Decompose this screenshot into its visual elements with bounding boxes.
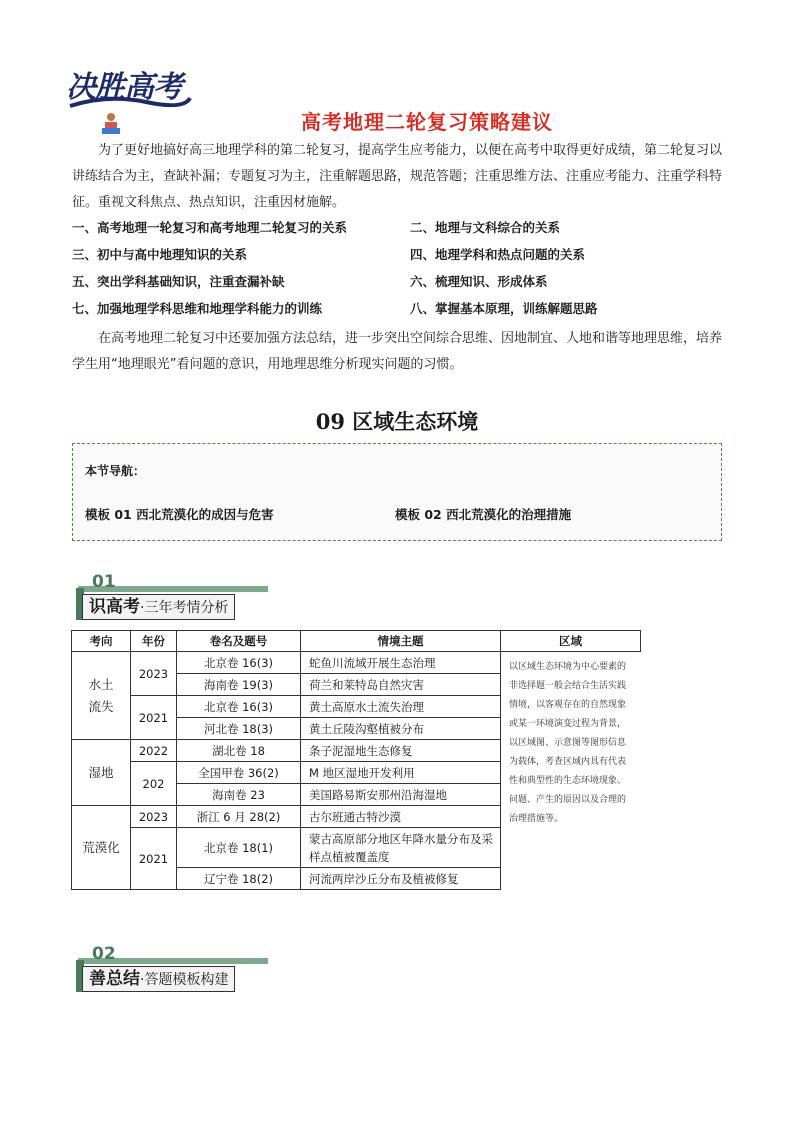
- paper-cell: 湖北卷 18: [177, 740, 301, 762]
- outline-row: [72, 272, 722, 299]
- topic-cell: 荒漠化: [72, 806, 131, 890]
- outline-item: 八、掌握基本原理，训练解题思路: [410, 301, 598, 316]
- theme-cell: 古尔班通古特沙漠: [301, 806, 501, 828]
- outline-item: 一、高考地理一轮复习和高考地理二轮复习的关系: [72, 220, 348, 235]
- banner-label: [82, 966, 235, 992]
- closing-paragraph: 在高考地理二轮复习中还要加强方法总结，进一步突出空间综合思维、因地制宜、人地和谐等地理思维，培养学生用“地理眼光”看问题的意识，用地理思维分析现实问题的习惯。: [72, 331, 723, 372]
- theme-cell: 荷兰和莱特岛自然灾害: [301, 674, 501, 696]
- exam-analysis-table: [71, 630, 641, 890]
- nav-item-template-01[interactable]: 模板 01 西北荒漠化的成因与危害: [85, 507, 274, 522]
- header-region: 区域: [501, 631, 641, 652]
- banner-main-text: 善总结: [89, 969, 140, 989]
- nav-item-template-02[interactable]: 模板 02 西北荒漠化的治理措施: [395, 507, 572, 522]
- paper-cell: 河北卷 18(3): [177, 718, 301, 740]
- banner-number: 01: [92, 572, 116, 592]
- paper-cell: 北京卷 16(3): [177, 652, 301, 674]
- topic-cell: 水土 流失: [72, 652, 131, 740]
- banner-sub-text: ·答题模板构建: [140, 972, 229, 988]
- outline-row: [72, 218, 722, 245]
- paper-cell: 辽宁卷 18(2): [177, 868, 301, 890]
- paper-cell: 海南卷 19(3): [177, 674, 301, 696]
- theme-cell: M 地区湿地开发利用: [301, 762, 501, 784]
- paper-cell: 海南卷 23: [177, 784, 301, 806]
- year-cell: 2023: [131, 652, 177, 696]
- header-paper: 卷名及题号: [177, 631, 301, 652]
- topic-cell: 湿地: [72, 740, 131, 806]
- table-row: [72, 652, 641, 674]
- theme-cell: 蒙古高原部分地区年降水量分布及采样点植被覆盖度: [301, 828, 501, 868]
- logo-text: 决胜高考: [66, 70, 182, 105]
- year-cell: 2022: [131, 740, 177, 762]
- region-description-cell: 以区域生态环境为中心要素的非选择题一般会结合生活实践情境，以客观存在的自然现象或某一环境演变过程为背景，以区域图、示意图等图形信息为载体，考查区域内具有代表性和典型性的生态环境现象、问题、产生的原因以及合理的治理措施等。: [501, 652, 641, 890]
- theme-cell: 蛇鱼川流域开展生态治理: [301, 652, 501, 674]
- intro-paragraph: 为了更好地搞好高三地理学科的第二轮复习，提高学生应考能力，以便在高考中取得更好成绩，第二轮复习以讲练结合为主，查缺补漏；专题复习为主，注重解题思路，规范答题；注重思维方法、注重应考能力、注重学科特征。重视文科焦点、热点知识，注重因材施解。: [72, 143, 723, 210]
- header-topic: 考向: [72, 631, 131, 652]
- table-header-row: [72, 631, 641, 652]
- theme-cell: 河流两岸沙丘分布及植被修复: [301, 868, 501, 890]
- outline-item: 四、地理学科和热点问题的关系: [410, 247, 586, 262]
- banner-exam-analysis: [72, 572, 268, 620]
- outline-item: 七、加强地理学科思维和地理学科能力的训练: [72, 301, 323, 316]
- outline-item: 三、初中与高中地理知识的关系: [72, 247, 248, 262]
- banner-template-building: [72, 944, 268, 992]
- year-cell: 2021: [131, 828, 177, 890]
- nav-heading: 本节导航：: [85, 464, 146, 478]
- header-year: 年份: [131, 631, 177, 652]
- paper-cell: 浙江 6 月 28(2): [177, 806, 301, 828]
- document-title: 高考地理二轮复习策略建议: [301, 110, 553, 134]
- header-theme: 情境主题: [301, 631, 501, 652]
- outline-row: [72, 299, 722, 326]
- outline-item: 二、地理与文科综合的关系: [410, 220, 561, 235]
- banner-sub-text: ·三年考情分析: [140, 600, 229, 616]
- strategy-outline: [72, 218, 722, 326]
- theme-cell: 黄土丘陵沟壑植被分布: [301, 718, 501, 740]
- year-cell: 2021: [131, 696, 177, 740]
- outline-row: [72, 245, 722, 272]
- outline-item: 六、梳理知识、形成体系: [410, 274, 548, 289]
- paper-cell: 北京卷 18(1): [177, 828, 301, 868]
- banner-main-text: 识高考: [89, 597, 140, 617]
- paper-cell: 北京卷 16(3): [177, 696, 301, 718]
- year-cell: 202: [131, 762, 177, 806]
- paper-cell: 全国甲卷 36(2): [177, 762, 301, 784]
- banner-label: [82, 594, 235, 620]
- theme-cell: 条子泥湿地生态修复: [301, 740, 501, 762]
- theme-cell: 黄土高原水土流失治理: [301, 696, 501, 718]
- section-title: 09 区域生态环境: [315, 409, 479, 434]
- outline-item: 五、突出学科基础知识，注重查漏补缺: [72, 274, 285, 289]
- year-cell: 2023: [131, 806, 177, 828]
- banner-number: 02: [92, 944, 116, 964]
- theme-cell: 美国路易斯安那州沿海湿地: [301, 784, 501, 806]
- section-navigation: [72, 443, 722, 541]
